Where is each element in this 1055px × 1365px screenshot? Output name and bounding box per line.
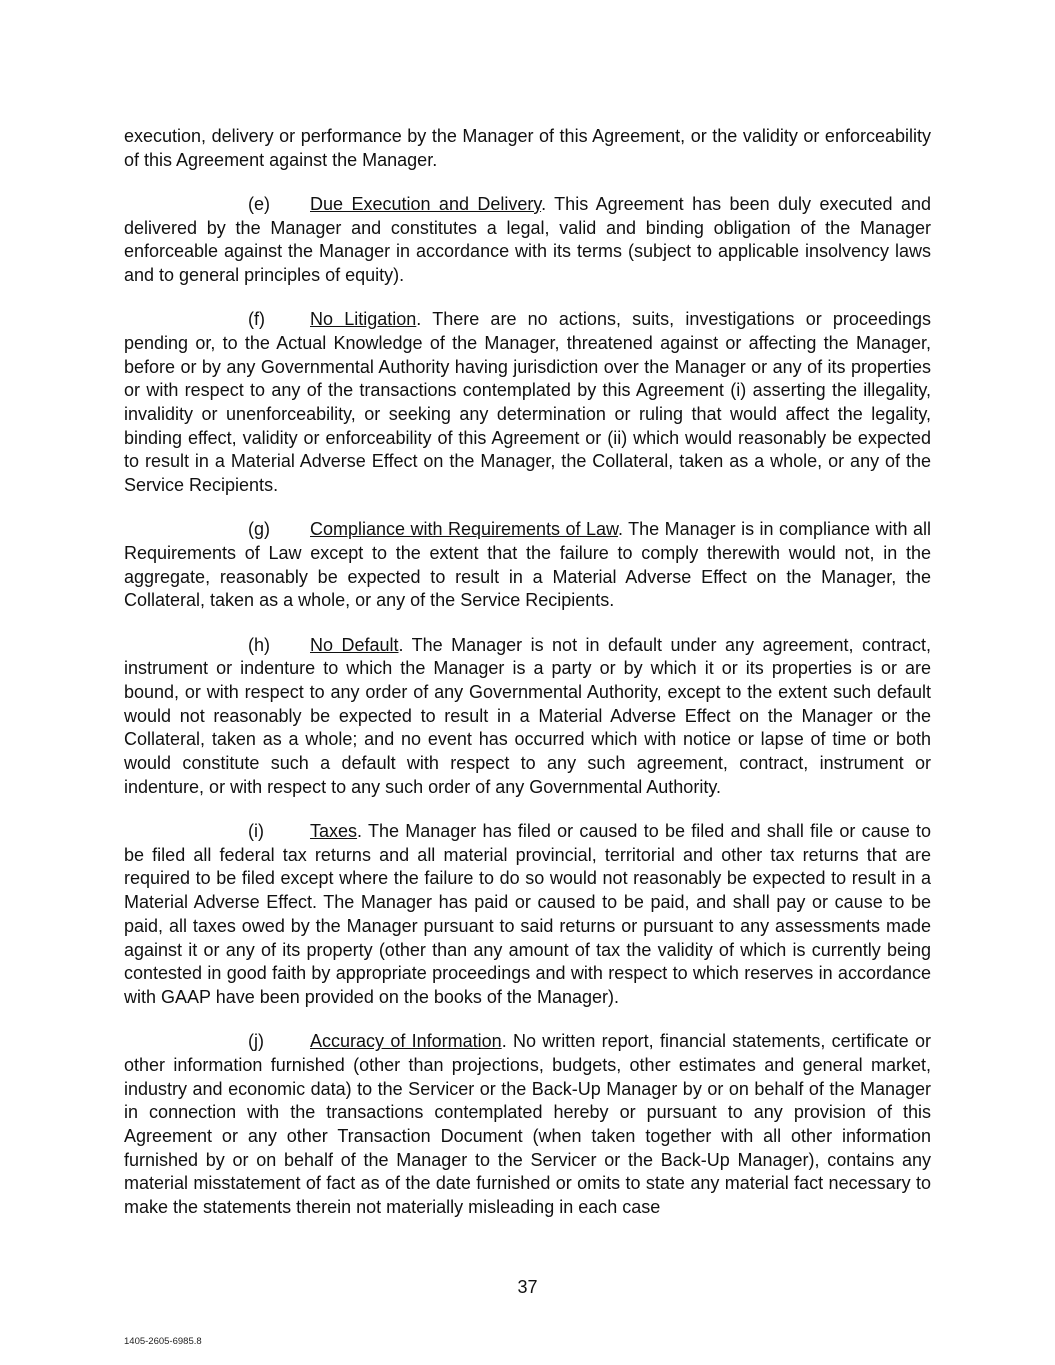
section-number: (f)	[248, 309, 265, 330]
section-heading: No Default	[310, 634, 399, 655]
document-id: 1405-2605-6985.8	[124, 1336, 202, 1347]
section-f	[124, 308, 931, 498]
section-number: (g)	[248, 519, 270, 540]
section-heading: Taxes	[310, 821, 358, 842]
section-text: . There are no actions, suits, investigations or proceedings pending or, to the Actual Knowledge of the Manager, threatened against or affecting the Manager, before or by any Governmental Authority having jurisdiction over the Manager or any of its properties or with respect to any of the transactions contemplated by this Agreement (i) asserting the illegality, invalidity or unenforceability, or seeking any determination or ruling that would affect the legality, binding effect, validity or enforceability of this Agreement or (ii) which would reasonably be expected to result in a Material Adverse Effect on the Manager, the Collateral, taken as a whole, or any of the Service Recipients.	[124, 309, 931, 496]
section-text: . This Agreement has been duly executed and delivered by the Manager and constitutes a legal, valid and binding obligation of the Manager enforceable against the Manager in accordance with its terms (subject to applicable insolvency laws and to general principles of equity).	[124, 193, 932, 286]
section-i	[124, 820, 931, 1010]
page-number: 37	[517, 1277, 538, 1297]
section-e	[124, 193, 931, 288]
section-heading: Accuracy of Information	[310, 1031, 502, 1052]
section-j	[124, 1030, 931, 1220]
section-number: (j)	[248, 1031, 264, 1052]
section-heading: Due Execution and Delivery	[310, 193, 542, 214]
section-text: . No written report, financial statements, certificate or other information furnished (other than projections, budgets, other estimates and general market, industry and economic data) to the Servicer or the Back-Up Manager by or on behalf of the Manager in connection with the transactions contemplated hereby or pursuant to any provision of this Agreement or any other Transaction Document (when taken together with all other information furnished by or on behalf of the Manager to the Servicer or the Back-Up Manager), contains any material misstatement of fact as of the date furnished or omits to state any material fact necessary to make the statements therein not materially misleading in each case	[124, 1031, 931, 1218]
section-heading: Compliance with Requirements of Law	[310, 519, 618, 540]
section-text: . The Manager is in compliance with all Requirements of Law except to the extent that the failure to comply therewith would not, in the aggregate, reasonably be expected to result in a Material Adverse Effect on the Manager, the Collateral, taken as a whole, or any of the Service Recipients.	[124, 519, 931, 611]
section-h	[124, 634, 931, 800]
section-text: . The Manager has filed or caused to be filed and shall file or cause to be filed all federal tax returns and all material provincial, territorial and other tax returns that are required to be filed except where the failure to do so would not reasonably be expected to result in a Material Adverse Effect. The Manager has paid or caused to be paid, and shall pay or cause to be paid, all taxes owed by the Manager pursuant to said returns or pursuant to any assessments made against it or any of its property (other than any amount of tax the validity of which is currently being contested in good faith by appropriate proceedings and with respect to which reserves in accordance with GAAP have been provided on the books of the Manager).	[124, 821, 931, 1007]
section-g	[124, 518, 931, 613]
document-body	[124, 125, 931, 1240]
section-heading: No Litigation	[310, 309, 417, 330]
section-text: . The Manager is not in default under any agreement, contract, instrument or indenture to which the Manager is a party or by which it or its properties is or are bound, or with respect to any order of any Governmental Authority, except to the extent such default would not reasonably be expected to result in a Material Adverse Effect on the Manager or the Collateral, taken as a whole; and no event has occurred which with notice or lapse of time or both would constitute such a default with respect to any such agreement, contract, instrument or indenture, or with respect to any such order of any Governmental Authority.	[124, 634, 931, 797]
section-number: (h)	[248, 634, 270, 655]
section-number: (i)	[248, 821, 264, 842]
continuation-paragraph: execution, delivery or performance by the Manager of this Agreement, or the validity or enforceability of this Agreement against the Manager.	[124, 126, 931, 170]
section-number: (e)	[248, 193, 270, 214]
